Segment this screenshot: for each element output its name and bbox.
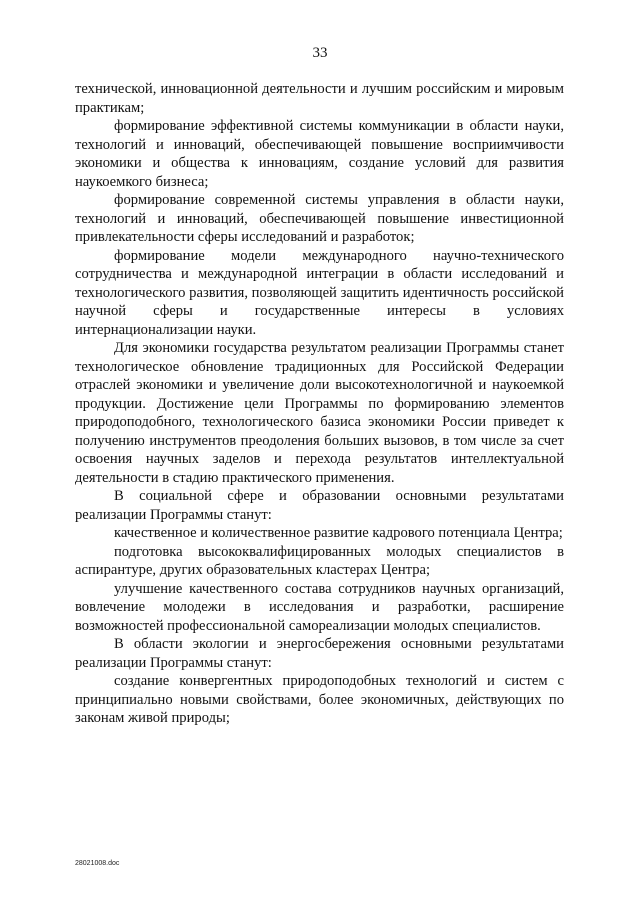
paragraph-2: формирование эффективной системы коммуникации в области науки, технологий и инноваций, обеспечивающей повышение восприимчивости экономики и общества к инновациям, создание условий для развития наукоемкого бизнеса; — [75, 118, 564, 190]
paragraph-4: формирование модели международного научно-технического сотрудничества и международной интеграции в области исследований и технологического развития, позволяющей защитить идентичность российской научной сферы и государственные интересы в условиях интернационализации науки. — [75, 247, 564, 338]
paragraph-1: технической, инновационной деятельности и лучшим российским и мировым практикам; — [75, 81, 564, 116]
paragraph-3: формирование современной системы управления в области науки, технологий и инноваций, обеспечивающей повышение инвестиционной привлекательности сферы исследований и разработок; — [75, 192, 564, 245]
paragraph-9: улучшение качественного состава сотрудников научных организаций, вовлечение молодежи в исследования и разработки, расширение возможностей профессиональной самореализации молодых специалистов. — [75, 580, 564, 634]
document-body — [75, 80, 564, 728]
paragraph-8: подготовка высококвалифицированных молодых специалистов в аспирантуре, других образовательных кластерах Центра; — [75, 543, 564, 578]
paragraph-7: качественное и количественное развитие кадрового потенциала Центра; — [114, 525, 563, 541]
page-number: 33 — [312, 45, 328, 61]
paragraph-5: Для экономики государства результатом реализации Программы станет технологическое обновление традиционных для Российской Федерации отраслей экономики и увеличение доли высокотехнологичной и наукоемкой продукции. Достижение цели Программы по формированию элементов природоподобного, технологического базиса экономики России приведет к получению инструментов преодоления больших вызовов, в том числе за счет освоения научных заделов и перехода результатов интеллектуальной деятельности в стадию практического применения. — [75, 340, 564, 486]
paragraph-11: создание конвергентных природоподобных технологий и систем с принципиально новыми свойствами, более экономичных, действующих по законам живой природы; — [75, 673, 564, 726]
footer-filename: 28021008.doc — [75, 860, 120, 867]
paragraph-10: В области экологии и энергосбережения основными результатами реализации Программы станут: — [75, 636, 564, 671]
paragraph-6: В социальной сфере и образовании основными результатами реализации Программы станут: — [75, 488, 564, 523]
